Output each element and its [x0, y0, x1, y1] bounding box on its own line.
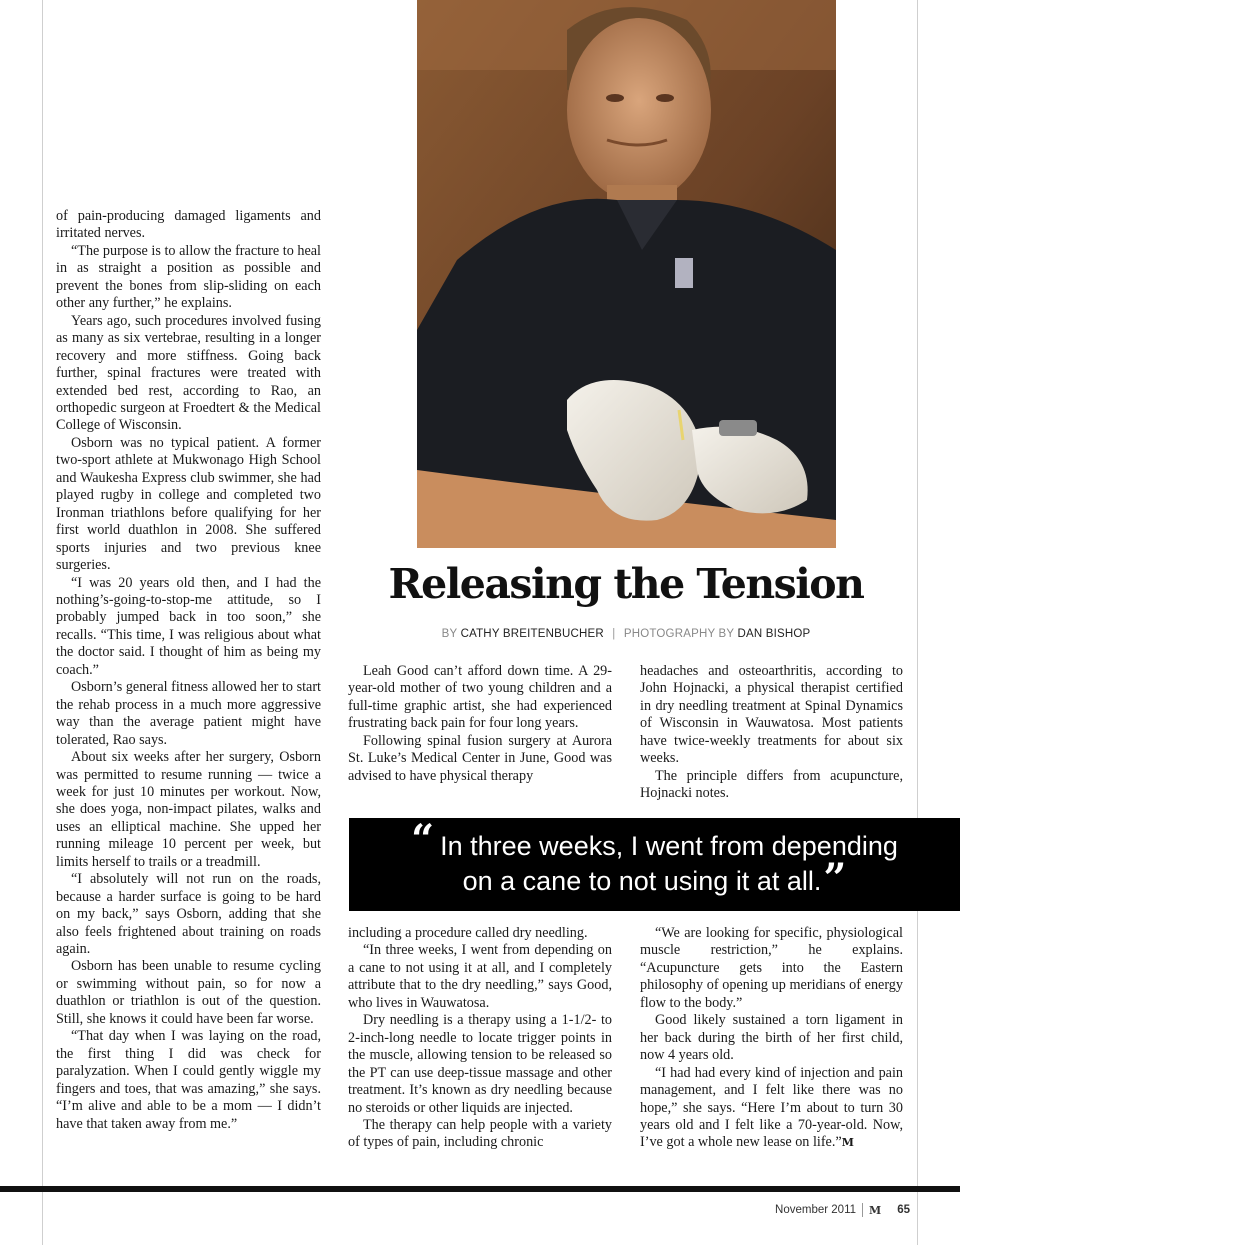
pull-quote-line-2: on a cane to not using it at all.: [462, 866, 822, 896]
issue-date: November 2011: [775, 1204, 857, 1216]
article-headline: Releasing the Tension: [388, 560, 864, 608]
paragraph: Leah Good can’t afford down time. A 29-year-old mother of two young children and a full-time graphic artist, she had experienced frustrating back pain for four long years.: [348, 663, 612, 732]
paragraph: Osborn has been unable to resume cycling or swimming without pain, so for now a duathlon or triathlon is out of the question. Still, she knows it could have been far worse.: [56, 958, 321, 1027]
page-margin-rule-left: [42, 0, 43, 1245]
pull-quote-line-1: In three weeks, I went from depending: [440, 831, 898, 861]
paragraph: About six weeks after her surgery, Osborn was permitted to resume running — twice a week for just 10 minutes per workout. Now, she does yoga, non-impact pilates, walks and uses an elliptical machine. She upped her running mileage 10 percent per week, but limits herself to trails or a treadmill.: [56, 749, 321, 870]
paragraph: Osborn was no typical patient. A former two-sport athlete at Mukwonago High School and Waukesha Express club swimmer, she had played rugby in college and completed two Ironman triathlons before qualifying for her first world duathlon in 2008. She suffered sports injuries and two previous knee surgeries.: [56, 434, 321, 574]
paragraph: headaches and osteoarthritis, according to John Hojnacki, a physical therapist certified in dry needling treatment at Spinal Dynamics of Wisconsin in Wauwatosa. Most patients have twice-weekly treatments for about six weeks.: [640, 663, 903, 767]
paragraph: Osborn’s general fitness allowed her to start the rehab process in a much more aggressive way than the average patient might have tolerated, Rao says.: [56, 679, 321, 748]
byline-photo-label: PHOTOGRAPHY BY: [623, 628, 735, 640]
paragraph: “That day when I was laying on the road, the first thing I did was check for paralyzation. When I could gently wiggle my fingers and toes, that was amazing,” she says. “I’m alive and able to be a mom — I didn’t have that taken away from me.”: [56, 1028, 321, 1132]
byline-by-label: BY: [441, 628, 458, 640]
byline-photographer: DAN BISHOP: [737, 628, 811, 640]
paragraph: Following spinal fusion surgery at Aurora St. Luke’s Medical Center in June, Good was advised to have physical therapy: [348, 732, 612, 784]
paragraph: “I absolutely will not run on the roads, because a harder surface is going to be hard on my back,” says Osborn, adding that she also feels frightened about training on roads again.: [56, 871, 321, 958]
pull-quote: [349, 818, 960, 911]
byline-author: CATHY BREITENBUCHER: [460, 628, 604, 640]
page-margin-rule-right: [917, 0, 918, 1245]
footer-rule: [0, 1186, 960, 1192]
paragraph: Good likely sustained a torn ligament in her back during the birth of her first child, now 4 years old.: [640, 1012, 903, 1064]
paragraph: including a procedure called dry needling.: [348, 925, 588, 941]
page-footer: [700, 1203, 910, 1217]
paragraph-text: “I had had every kind of injection and pain management, and I felt like there was no hope,” she says. “Here I’m about to turn 30 years old and I felt like a 70-year-old. Now, I’ve got a whole new lease on life.”: [640, 1064, 903, 1151]
paragraph: The therapy can help people with a variety of types of pain, including chronic: [348, 1116, 612, 1151]
magazine-logo: M: [869, 1203, 882, 1217]
photo-caption: Physical Therapist John Hojnacki uses dry needling therapy to treat spinal injuries.: [1123, 98, 1244, 149]
therapist-photo-image: [417, 0, 836, 548]
footer-divider: [862, 1203, 863, 1217]
paragraph: of pain-producing damaged ligaments and irritated nerves.: [56, 208, 321, 242]
paragraph: Years ago, such procedures involved fusing as many as six vertebrae, resulting in a longer recovery and more stiffness. Going back further, spinal fractures were treated with extended bed rest, according to Rao, an orthopedic surgeon at Froedtert & the Medical College of Wisconsin.: [56, 312, 321, 434]
middle-text-column-bottom: [348, 925, 612, 1152]
right-text-column-bottom: [640, 925, 903, 1152]
pull-quote-text: [349, 816, 960, 902]
paragraph: “I was 20 years old then, and I had the nothing’s-going-to-stop-me attitude, so I probably jumped back in too soon,” she recalls. “This time, I was religious about what the doctor said. I thought of him as being my coach.”: [56, 574, 321, 678]
open-quote-mark: “: [411, 816, 435, 863]
paragraph: Dry needling is a therapy using a 1-1/2- to 2-inch-long needle to locate trigger points in the muscle, allowing tension to be released so the PT can use deep-tissue massage and other treatment. It’s known as dry needling because no steroids or other liquids are injected.: [348, 1012, 612, 1116]
paragraph: “The purpose is to allow the fracture to heal in as straight a position as possible and prevent the bones from slip-sliding on each other any further,” he explains.: [56, 242, 321, 312]
right-text-column-top: [640, 663, 903, 803]
end-mark-icon: M: [841, 1136, 854, 1150]
middle-text-column-top: [348, 663, 612, 785]
paragraph: The principle differs from acupuncture, Hojnacki notes.: [640, 767, 903, 802]
paragraph: “We are looking for specific, physiological muscle restriction,” he explains. “Acupuncture gets into the Eastern philosophy of opening up meridians of energy flow to the body.”: [640, 925, 903, 1011]
page-number: 65: [897, 1204, 910, 1216]
byline: [380, 628, 872, 640]
byline-separator: |: [612, 628, 616, 640]
article-photo: [417, 0, 1244, 548]
close-quote-mark: ”: [823, 855, 847, 902]
paragraph: “In three weeks, I went from depending on a cane to not using it at all, and I completely attribute that to the dry needling,” says Good, who lives in Wauwatosa.: [348, 942, 612, 1011]
paragraph: [640, 1065, 903, 1152]
left-text-column: [56, 208, 321, 1133]
